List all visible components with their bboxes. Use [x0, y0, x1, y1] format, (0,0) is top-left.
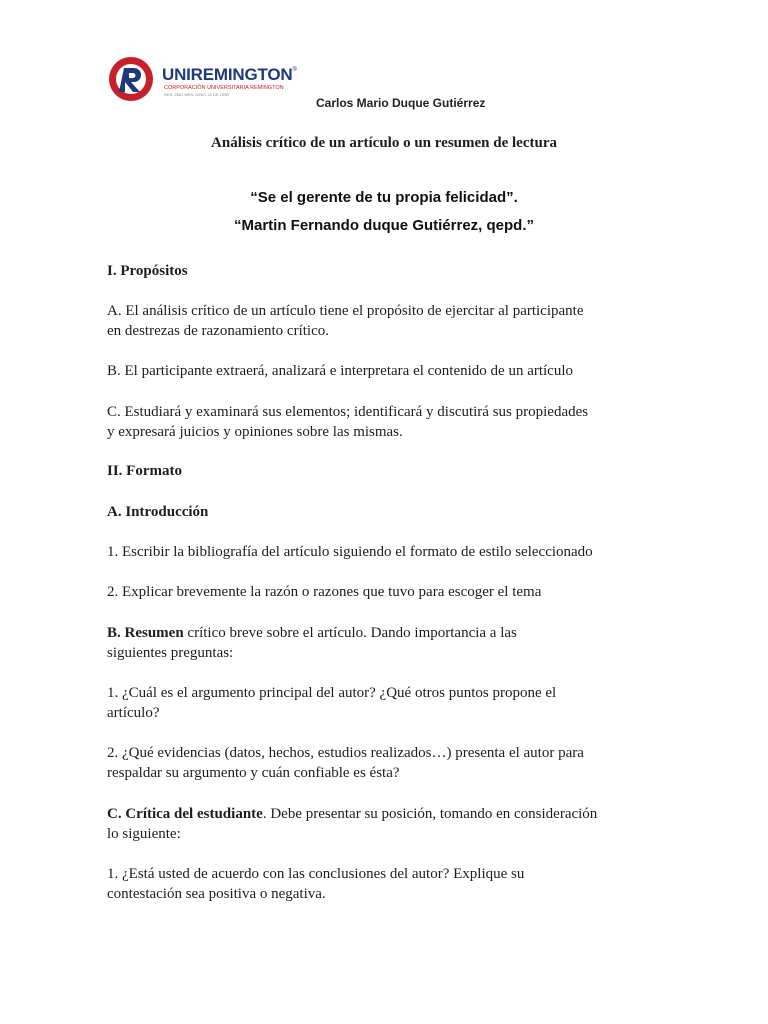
critica-line-1-text: . Debe presentar su posición, tomando en consideración [262, 806, 598, 822]
critica-line-2: lo siguiente: [107, 826, 181, 842]
proposito-a-line-2: en destrezas de razonamiento crítico. [107, 323, 329, 339]
section-heading-formato: II. Formato [107, 463, 182, 479]
document-title: Análisis crítico de un artículo o un resumen de lectura [211, 135, 557, 151]
resumen-line-1-text: crítico breve sobre el artículo. Dando importancia a las [183, 625, 517, 641]
uniremington-r-logo-icon [108, 56, 154, 102]
resumen-label: B. Resumen [107, 625, 184, 641]
proposito-a-line-1: A. El análisis crítico de un artículo tiene el propósito de ejercitar al participante [107, 303, 584, 319]
proposito-c-line-1: C. Estudiará y examinará sus elementos; identificará y discutirá sus propiedades [107, 404, 589, 420]
quote-line-2: “Martin Fernando duque Gutiérrez, qepd.” [233, 217, 534, 234]
intro-item-2: 2. Explicar brevemente la razón o razones que tuvo para escoger el tema [107, 584, 542, 600]
resumen-question-2-line-1: 2. ¿Qué evidencias (datos, hechos, estudios realizados…) presenta el autor para [107, 745, 584, 761]
critica-question-1-line-1: 1. ¿Está usted de acuerdo con las conclusiones del autor? Explique su [107, 866, 525, 882]
section-heading-propositos: I. Propósitos [107, 263, 188, 279]
resumen-question-1-line-1: 1. ¿Cuál es el argumento principal del autor? ¿Qué otros puntos propone el [107, 685, 557, 701]
uniremington-logo [108, 56, 328, 104]
resumen-line-1 [107, 623, 517, 643]
resumen-question-2-line-2: respaldar su argumento y cuán confiable es ésta? [107, 765, 400, 781]
intro-item-1: 1. Escribir la bibliografía del artículo siguiendo el formato de estilo seleccionado [107, 544, 593, 560]
resumen-question-1-line-2: artículo? [107, 705, 160, 721]
logo-resolution: RES. 2661 MEN JUNIO 21 DE 1996 [164, 92, 229, 97]
trademark-sign: ® [292, 67, 297, 73]
critica-label: C. Crítica del estudiante [107, 806, 263, 822]
critica-question-1-line-2: contestación sea positiva o negativa. [107, 886, 326, 902]
author-name: Carlos Mario Duque Gutiérrez [316, 96, 486, 110]
proposito-b-line-1: B. El participante extraerá, analizará e interpretara el contenido de un artículo [107, 363, 574, 379]
resumen-line-2: siguientes preguntas: [107, 645, 234, 661]
subheading-introduccion: A. Introducción [107, 504, 209, 520]
proposito-c-line-2: y expresará juicios y opiniones sobre las mismas. [107, 424, 403, 440]
logo-name: UNIREMINGTON® [162, 65, 297, 84]
critica-line-1 [107, 804, 597, 824]
quote-line-1: “Se el gerente de tu propia felicidad”. [250, 189, 518, 206]
logo-subtitle: CORPORACIÓN UNIVERSITARIA REMINGTON [164, 85, 284, 91]
